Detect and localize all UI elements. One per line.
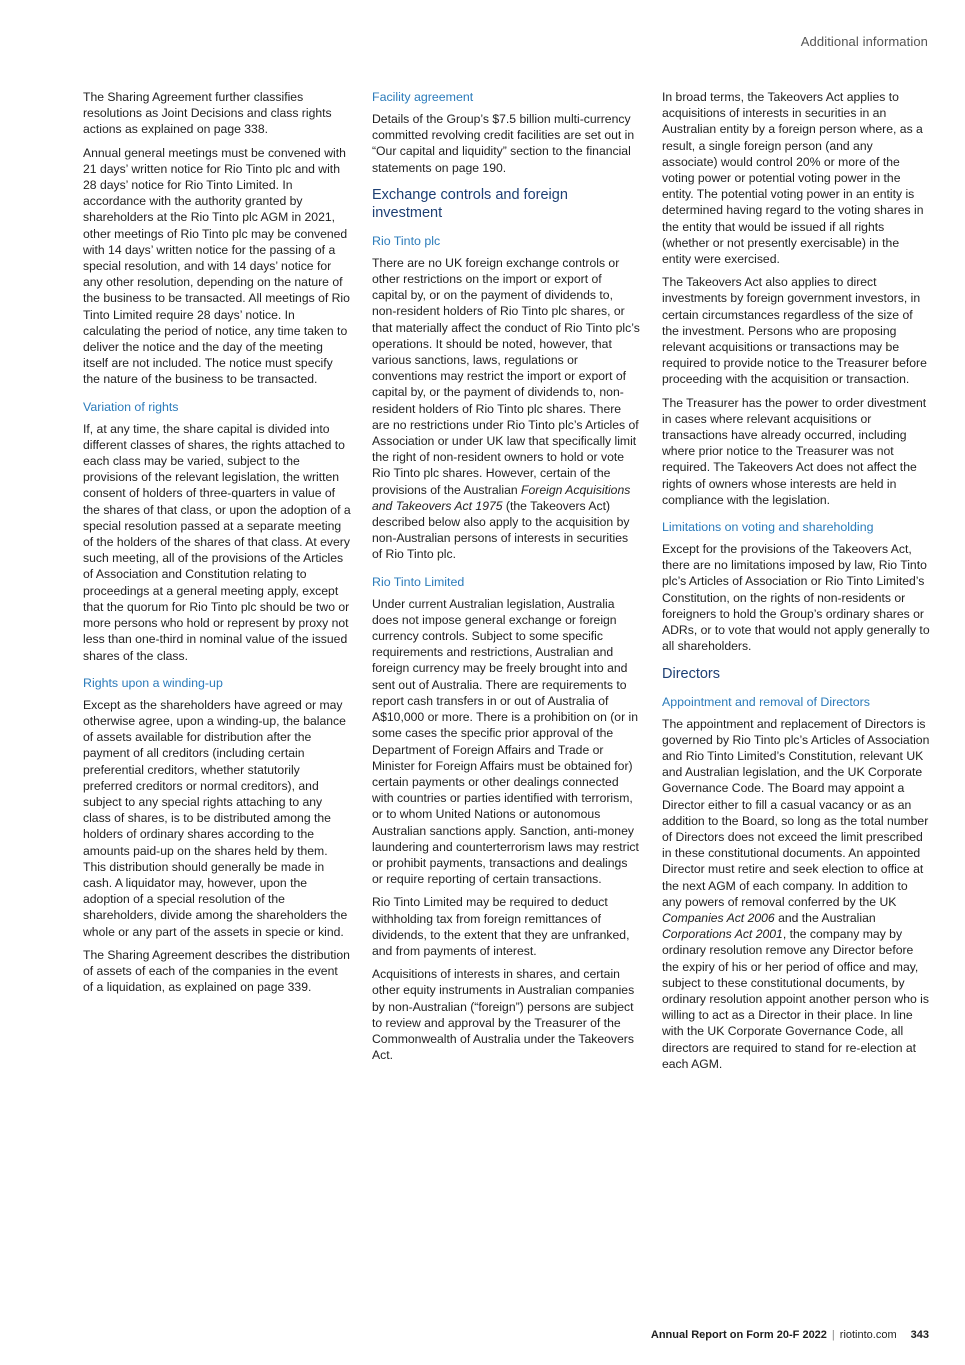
subheading-winding-up: Rights upon a winding-up	[83, 675, 223, 690]
paragraph: Acquisitions of interests in shares, and certain other equity instruments in Australian companies by non-Australian (“foreign”) persons are subject to review and approval by the Treasurer of the Commonwealth of Australia under the Takeovers Act.	[372, 967, 635, 1063]
page-footer	[651, 1329, 929, 1341]
column-3	[662, 89, 930, 1079]
text: , the company may by ordinary resolution remove any Director before the expiry of his or her period of office and may, subject to these constitutional documents, by ordinary resolution appoint another person who is willing to act as a Director in their place. In line with the UK Corporate Governance Code, all directors are required to stand for re-election at each AGM.	[662, 927, 929, 1071]
text: The appointment and replacement of Directors is governed by Rio Tinto plc’s Articles of Association and Rio Tinto Limited’s Constitution, relevant UK and Australian legislation, and the UK Corporate Governance Code. The Board may appoint a Director either to fill a casual vacancy or as an addition to the Board, so long as the total number of Directors does not exceed the limit prescribed in these constitutional documents. An appointed Director must retire and seek election to office at the next AGM of each company. In addition to any powers of removal conferred by the UK	[662, 716, 930, 909]
page-number: 343	[910, 1329, 929, 1341]
paragraph: If, at any time, the share capital is divided into different classes of shares, the rights attached to each class may be varied, subject to the provisions of the relevant legislation, the written consent of holders of three-quarters in value of the shares of that class, or upon the adoption of a special resolution passed at a separate meeting of the holders of the shares of that class. At every such meeting, all of the provisions of the Articles of Association and Constitution relating to proceedings at a general meeting apply, except that the quorum for Rio Tinto plc should be two or more persons who hold or represent by proxy not less than one-third in nominal value of the issued shares of the class.	[83, 421, 351, 663]
subheading-appointment-removal: Appointment and removal of Directors	[662, 694, 870, 709]
italic-act-title: Companies Act 2006	[662, 910, 775, 925]
website-link[interactable]: riotinto.com	[839, 1329, 897, 1341]
column-2	[372, 89, 640, 1070]
paragraph: Details of the Group’s $7.5 billion multi-currency committed revolving credit facilities are set out in “Our capital and liquidity” section to the financial statements on page 190.	[372, 112, 635, 175]
paragraph: The Sharing Agreement further classifies resolutions as Joint Decisions and class rights actions as explained on page 338.	[83, 90, 332, 137]
italic-act-title: Foreign Acquisitions and Takeovers Act 1975	[372, 482, 631, 513]
paragraph	[372, 255, 640, 563]
paragraph: The Sharing Agreement describes the distribution of assets of each of the companies in the event of a liquidation, as explained on page 339.	[83, 947, 350, 995]
paragraph	[662, 716, 930, 1072]
paragraph: In broad terms, the Takeovers Act applies to acquisitions of interests in securities in an Australian entity by a foreign person where, as a result, a single foreign person (and any associate) would control 20% or more of the voting power or potential voting power in the entity. The potential voting power in an entity is determined having regard to the voting shares in the entity that would be issued if all rights (whether or not presently exercisable) in the entity were exercised.	[662, 90, 924, 267]
paragraph: The Takeovers Act also applies to direct investments by foreign government investors, in certain circumstances regardless of the size of the investment. Persons who are proposing relevant acquisitions or transactions may be required to provide notice to the Treasurer before proceeding with the acquisition or transaction.	[662, 275, 927, 387]
subheading-rio-tinto-limited: Rio Tinto Limited	[372, 574, 465, 589]
report-title: Annual Report on Form 20-F 2022	[650, 1329, 827, 1341]
text: (the Takeovers Act) described below also apply to the acquisition by non-Australian persons of interests in securities of Rio Tinto plc.	[372, 498, 630, 562]
paragraph: Rio Tinto Limited may be required to deduct withholding tax from foreign remittances of dividends, to the extent that they are unfranked, and from payments of interest.	[372, 895, 630, 958]
text: and the Australian	[774, 910, 876, 925]
section-title: Additional information	[800, 34, 928, 49]
column-1	[83, 89, 351, 1002]
heading-exchange-controls: Exchange controls and foreign investment	[372, 186, 568, 221]
text: There are no UK foreign exchange controls or other restrictions on the import or export of capital by, or on the payment of dividends to, non-resident holders of Rio Tinto plc shares, or that materially affect the conduct of Rio Tinto plc’s operations. It should be noted, however, that various sanctions, laws, regulations or conventions may restrict the import or export of capital by, or the payment of dividends to, non-resident holders of Rio Tinto plc shares. There are no restrictions under Rio Tinto plc’s Articles of Association or under UK law that specifically limit the right of non-resident owners to hold or vote Rio Tinto plc shares. However, certain of the provisions of the Australian	[372, 255, 640, 497]
italic-act-title: Corporations Act 2001	[662, 927, 783, 942]
subheading-rio-tinto-plc: Rio Tinto plc	[372, 233, 441, 248]
paragraph: Annual general meetings must be convened with 21 days’ written notice for Rio Tinto plc and with 28 days’ notice for Rio Tinto Limited. In accordance with the authority granted by shareholders at the Rio Tinto plc AGM in 2021, other meetings of Rio Tinto plc may be convened with 14 days’ written notice for the passing of a special resolution, and with 14 days’ notice for any other resolution, depending on the nature of the business to be transacted. All meetings of Rio Tinto Limited require 28 days’ notice. In calculating the period of notice, any time taken to deliver the notice and the day of the meeting itself are not included. The notice must specify the nature of the business to be transacted.	[83, 145, 350, 387]
paragraph: Except for the provisions of the Takeovers Act, there are no limitations imposed by law, Rio Tinto plc’s Articles of Association or Rio Tinto Limited’s Constitution, on the rights of non-residents or foreigners to hold the Group’s ordinary shares or ADRs, or to vote that would not apply generally to all shareholders.	[662, 542, 930, 654]
paragraph: Except as the shareholders have agreed or may otherwise agree, upon a winding-up, the balance of assets available for distribution after the payment of all creditors (including certain preferential creditors, whether statutorily preferred creditors or normal creditors), and subject to any special rights attaching to any class of shares, is to be distributed among the holders of ordinary shares according to the amounts paid-up on the shares held by them. This distribution should generally be made in cash. A liquidator may, however, upon the adoption of a special resolution of the shareholders, divide among the shareholders the whole or any part of the assets in specie or kind.	[83, 697, 348, 939]
subheading-facility-agreement: Facility agreement	[372, 90, 474, 104]
subheading-variation-of-rights: Variation of rights	[83, 399, 179, 414]
heading-directors: Directors	[662, 665, 721, 682]
paragraph: The Treasurer has the power to order divestment in cases where relevant acquisitions or transactions have already occurred, including where prior notice to the Treasurer was not required. The Takeovers Act does not affect the rights of owners whose interests are held in compliance with the legislation.	[662, 395, 927, 507]
paragraph: Under current Australian legislation, Australia does not impose general exchange or foreign currency controls. Subject to some specific requirements and restrictions, Australian and foreign currency may be freely brought into and sent out of Australia. There are requirements to report cash transfers in or out of Australia of A$10,000 or more. There is a prohibition on (or in some cases the specific prior approval of the Department of Foreign Affairs and Trade or Minister for Foreign Affairs must be obtained for) certain payments or other dealings connected with countries or parties identified with terrorism, or to whom United Nations or autonomous Australian sanctions apply. Sanction, anti-money laundering and counterterrorism laws may restrict or prohibit payments, transactions and dealings or require reporting of certain transactions.	[372, 596, 639, 887]
footer-separator: |	[831, 1329, 835, 1341]
subheading-limitations: Limitations on voting and shareholding	[662, 520, 874, 535]
